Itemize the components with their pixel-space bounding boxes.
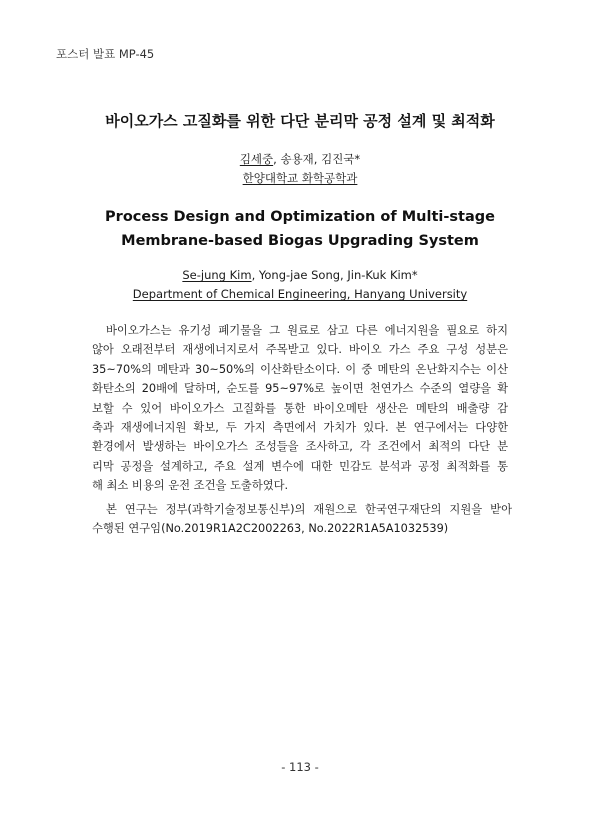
- abstract-line: 해 최소 비용의 운전 조건을 도출하였다.: [92, 479, 289, 493]
- abstract-line: 축과 재생에너지원 확보, 두 가지 측면에서 가치가 있다. 본 연구에서는 다양한: [92, 421, 508, 435]
- abstract-line: 않아 오래전부터 재생에너지로서 주목받고 있다. 바이오 가스 주요 구성 성분은: [92, 343, 508, 357]
- page-number: - 113 -: [281, 760, 319, 774]
- acknowledgement: [92, 500, 512, 539]
- korean-authors: [0, 151, 600, 167]
- korean-affiliation: [0, 170, 600, 186]
- korean-coauthors: , 송용재, 김진국*: [273, 152, 361, 166]
- abstract-line: 환경에서 발생하는 바이오가스 조성들을 조사하고, 각 조건에서 최적의 다단 분: [92, 440, 508, 454]
- korean-title: 바이오가스 고질화를 위한 다단 분리막 공정 설계 및 최적화: [105, 112, 495, 130]
- english-presenting-author: Se-jung Kim: [182, 268, 252, 282]
- abstract-line: 화탄소의 20배에 달하며, 순도를 95~97%로 높이면 천연가스 수준의 열량을 확: [92, 382, 508, 396]
- english-affiliation: [0, 287, 600, 301]
- english-title-line-1: Process Design and Optimization of Multi-stage: [105, 209, 495, 225]
- english-title: [0, 205, 600, 253]
- english-authors: [0, 268, 600, 282]
- abstract-line: 리막 공정을 설계하고, 주요 설계 변수에 대한 민감도 분석과 공정 최적화를 통: [92, 459, 508, 473]
- abstract-line: 35~70%의 메탄과 30~50%의 이산화탄소이다. 이 중 메탄의 온난화지수는 이산: [92, 362, 508, 376]
- session-label: 포스터 발표 MP-45: [56, 47, 155, 61]
- korean-presenting-author: 김세중: [239, 152, 274, 166]
- english-coauthors: , Yong-jae Song, Jin-Kuk Kim*: [251, 268, 418, 282]
- korean-affiliation-text: 한양대학교 화학공학과: [242, 171, 358, 185]
- abstract-line: 바이오가스는 유기성 폐기물을 그 원료로 삼고 다른 에너지원을 필요로 하지: [106, 324, 508, 337]
- abstract-line: 보할 수 있어 바이오가스 고질화를 통한 바이오메탄 생산은 메탄의 배출량 감: [92, 401, 508, 415]
- english-title-line-2: Membrane-based Biogas Upgrading System: [121, 233, 479, 249]
- acknowledgement-line: 수행된 연구임(No.2019R1A2C2002263, No.2022R1A5A1032539): [92, 522, 449, 536]
- abstract-body: [92, 321, 508, 496]
- english-affiliation-text: Department of Chemical Engineering, Hanyang University: [132, 287, 468, 301]
- acknowledgement-line: 본 연구는 정부(과학기술정보통신부)의 재원으로 한국연구재단의 지원을 받아: [106, 503, 512, 516]
